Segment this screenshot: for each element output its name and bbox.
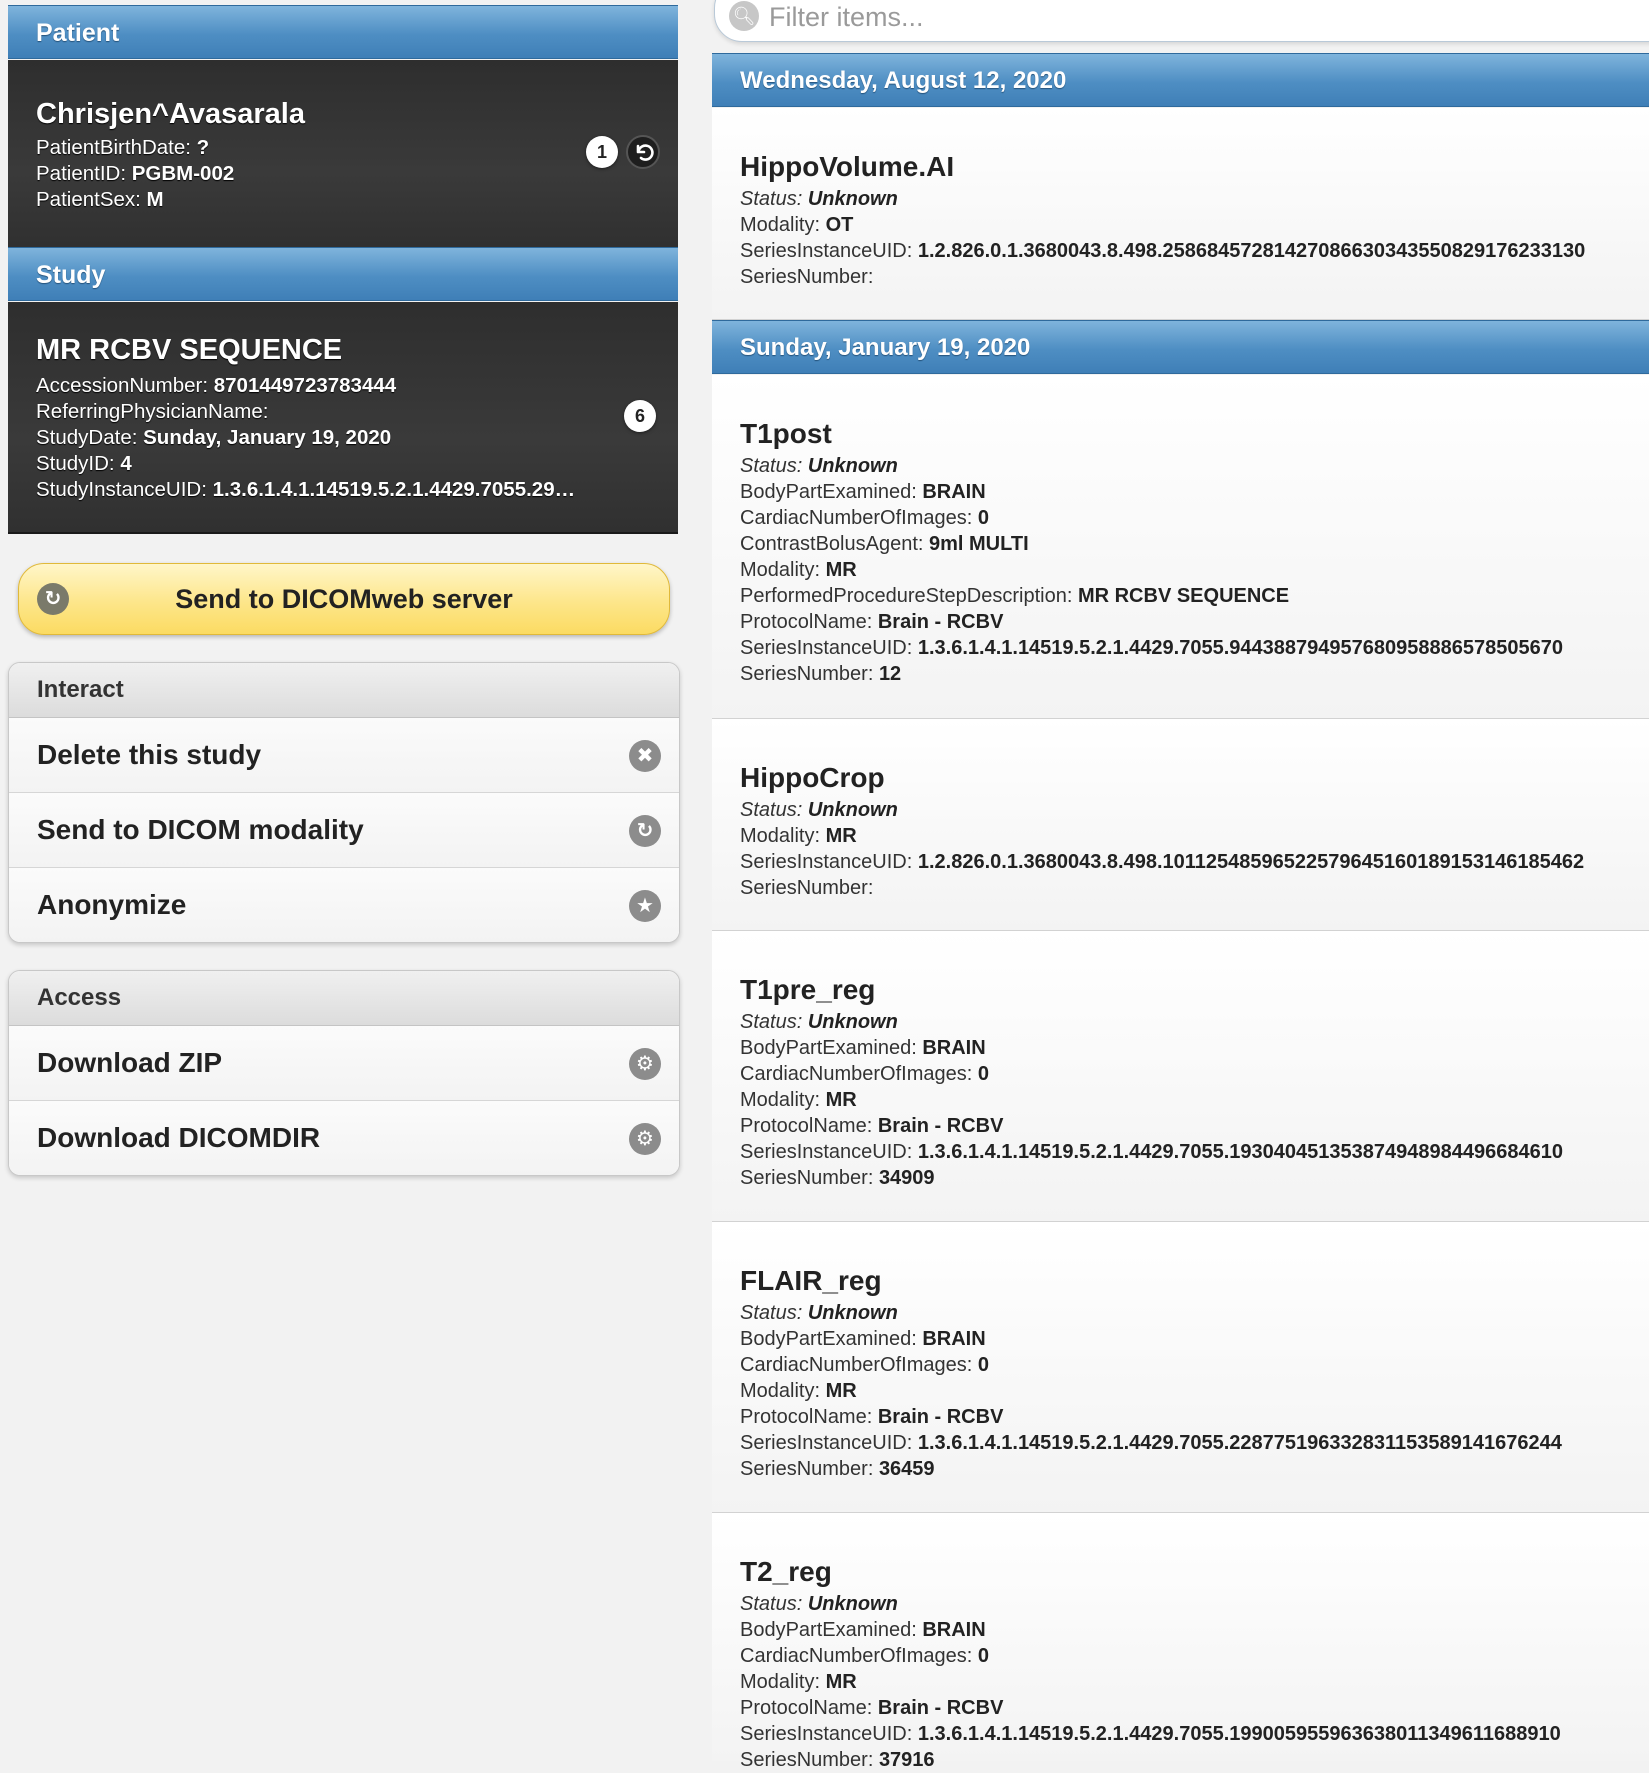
series-field (740, 1061, 1649, 1087)
field-value: MR (825, 559, 857, 581)
field-value: 1.3.6.1.4.1.14519.5.2.1.4429.7055.29… (212, 478, 576, 501)
anonymize-button[interactable] (9, 868, 679, 942)
field-label: CardiacNumberOfImages: (740, 1063, 978, 1085)
field-value: MR (825, 1380, 857, 1402)
search-icon: 🔍︎ (729, 1, 759, 31)
series-field (740, 212, 1649, 238)
series-item-t1post[interactable] (712, 375, 1649, 719)
field-label: BodyPartExamined: (740, 1619, 923, 1641)
patient-sex-row (36, 187, 678, 213)
series-field (740, 531, 1649, 557)
field-value: MR (825, 1089, 857, 1111)
series-field (740, 1695, 1649, 1721)
field-label: Modality: (740, 559, 826, 581)
field-label: SeriesInstanceUID: (740, 1141, 918, 1163)
access-header: Access (9, 971, 679, 1026)
study-date-row (36, 425, 678, 451)
series-item-t1pre-reg[interactable] (712, 931, 1649, 1222)
series-field (740, 505, 1649, 531)
field-label: Modality: (740, 1671, 826, 1693)
field-label: Modality: (740, 825, 826, 847)
series-field (740, 1747, 1649, 1773)
filter-box (714, 0, 1649, 42)
send-to-dicomweb-label: Send to DICOMweb server (175, 584, 513, 614)
patient-header: Patient (8, 5, 678, 59)
interact-group (8, 662, 680, 943)
series-title: HippoCrop (740, 762, 885, 793)
series-field (740, 635, 1649, 661)
field-label: Status: (740, 455, 808, 477)
series-field (740, 264, 1649, 290)
forward-icon: ↻ (37, 583, 69, 615)
field-label: BodyPartExamined: (740, 1037, 923, 1059)
series-status (740, 1009, 1649, 1035)
series-field (740, 661, 1649, 687)
field-value: OT (825, 214, 854, 236)
send-to-dicom-modality-button[interactable] (9, 793, 679, 868)
field-label: PatientSex: (36, 188, 147, 211)
field-value: 9ml MULTI (929, 533, 1029, 555)
field-value: BRAIN (922, 1328, 986, 1350)
field-label: Status: (740, 188, 808, 210)
series-field (740, 875, 1649, 901)
field-value: Unknown (807, 455, 898, 477)
field-label: ProtocolName: (740, 1406, 878, 1428)
study-panel[interactable] (8, 302, 678, 534)
series-status (740, 186, 1649, 212)
field-value: Unknown (807, 188, 898, 210)
field-value: ? (196, 136, 210, 159)
field-value: 1.3.6.1.4.1.14519.5.2.1.4429.7055.228775196332831153589141676244 (917, 1432, 1562, 1454)
field-label: SeriesNumber: (740, 877, 874, 899)
download-zip-label: Download ZIP (37, 1047, 223, 1078)
series-field (740, 609, 1649, 635)
field-label: SeriesInstanceUID: (740, 851, 918, 873)
download-dicomdir-button[interactable] (9, 1101, 679, 1175)
field-value: Unknown (807, 1011, 898, 1033)
accession-number-row (36, 373, 678, 399)
series-field (740, 1643, 1649, 1669)
field-value: 0 (977, 1645, 989, 1667)
field-label: SeriesNumber: (740, 266, 874, 288)
series-field (740, 1165, 1649, 1191)
field-label: CardiacNumberOfImages: (740, 1354, 978, 1376)
date-divider: Wednesday, August 12, 2020 (712, 53, 1649, 107)
series-field (740, 1113, 1649, 1139)
field-value: BRAIN (922, 1037, 986, 1059)
field-label: StudyInstanceUID: (36, 478, 213, 501)
series-status (740, 1591, 1649, 1617)
patient-birthdate-row (36, 135, 678, 161)
field-value: 8701449723783444 (213, 374, 397, 397)
patient-panel[interactable] (8, 60, 678, 247)
series-field (740, 1430, 1649, 1456)
field-value: Sunday, January 19, 2020 (143, 426, 392, 449)
field-value: 0 (977, 507, 989, 529)
patient-name: Chrisjen^Avasarala (36, 98, 305, 130)
series-field (740, 1378, 1649, 1404)
series-count-badge: 6 (624, 400, 656, 432)
series-field (740, 583, 1649, 609)
field-value: Unknown (807, 1593, 898, 1615)
series-status (740, 453, 1649, 479)
field-label: SeriesInstanceUID: (740, 240, 918, 262)
forward-icon: ↻ (629, 815, 661, 847)
field-value: M (146, 188, 164, 211)
series-field (740, 1139, 1649, 1165)
series-status (740, 797, 1649, 823)
field-label: SeriesInstanceUID: (740, 1723, 918, 1745)
series-field (740, 479, 1649, 505)
patient-id-row (36, 161, 678, 187)
field-value: 4 (120, 452, 132, 475)
gear-icon: ⚙ (629, 1123, 661, 1155)
field-value: MR (825, 825, 857, 847)
field-value: 12 (878, 663, 902, 685)
series-status (740, 1300, 1649, 1326)
field-label: SeriesInstanceUID: (740, 637, 918, 659)
series-field (740, 823, 1649, 849)
field-label: BodyPartExamined: (740, 481, 923, 503)
download-dicomdir-label: Download DICOMDIR (37, 1122, 321, 1153)
field-value: BRAIN (922, 481, 986, 503)
series-field (740, 849, 1649, 875)
field-label: Status: (740, 799, 808, 821)
field-value: 1.3.6.1.4.1.14519.5.2.1.4429.7055.193040451353874948984496684610 (917, 1141, 1563, 1163)
series-title: T2_reg (740, 1556, 832, 1587)
series-title: T1pre_reg (740, 974, 876, 1005)
field-label: SeriesInstanceUID: (740, 1432, 918, 1454)
field-value: Unknown (807, 1302, 898, 1324)
field-value: 1.3.6.1.4.1.14519.5.2.1.4429.7055.944388794957680958886578505670 (917, 637, 1563, 659)
send-to-dicomweb-button[interactable] (18, 563, 670, 635)
field-label: Status: (740, 1593, 808, 1615)
field-value: 1.2.826.0.1.3680043.8.498.25868457281427086630343550829176233130 (917, 240, 1586, 262)
field-value: Brain - RCBV (877, 1406, 1004, 1428)
series-field (740, 1669, 1649, 1695)
series-item-hippocrop[interactable] (712, 719, 1649, 931)
series-title: FLAIR_reg (740, 1265, 882, 1296)
series-field (740, 1035, 1649, 1061)
series-field (740, 1456, 1649, 1482)
series-item-hippovolume[interactable] (712, 108, 1649, 320)
filter-input[interactable] (767, 0, 1571, 35)
series-field (740, 1617, 1649, 1643)
series-field (740, 238, 1649, 264)
date-divider: Sunday, January 19, 2020 (712, 320, 1649, 374)
field-value: 36459 (878, 1458, 935, 1480)
field-label: ReferringPhysicianName: (36, 400, 269, 423)
study-title: MR RCBV SEQUENCE (36, 334, 343, 366)
field-label: Status: (740, 1302, 808, 1324)
field-label: Modality: (740, 1089, 826, 1111)
series-field (740, 1087, 1649, 1113)
series-item-flair-reg[interactable] (712, 1222, 1649, 1513)
field-label: BodyPartExamined: (740, 1328, 923, 1350)
delete-study-label: Delete this study (37, 739, 262, 770)
field-label: CardiacNumberOfImages: (740, 1645, 978, 1667)
field-label: Status: (740, 1011, 808, 1033)
anonymize-label: Anonymize (37, 889, 187, 920)
send-to-dicom-modality-label: Send to DICOM modality (37, 814, 364, 845)
field-label: CardiacNumberOfImages: (740, 507, 978, 529)
field-value: BRAIN (922, 1619, 986, 1641)
series-field (740, 1404, 1649, 1430)
field-value: 37916 (878, 1749, 935, 1771)
series-item-t2-reg[interactable] (712, 1513, 1649, 1771)
gear-icon: ⚙ (629, 1048, 661, 1080)
interact-header: Interact (9, 663, 679, 718)
field-value: Brain - RCBV (877, 1697, 1004, 1719)
delete-study-button[interactable] (9, 718, 679, 793)
field-value: MR (825, 1671, 857, 1693)
field-label: SeriesNumber: (740, 1749, 879, 1771)
field-label: SeriesNumber: (740, 1458, 879, 1480)
referring-physician-row (36, 399, 678, 425)
field-value: 34909 (878, 1167, 935, 1189)
field-label: ContrastBolusAgent: (740, 533, 929, 555)
series-title: T1post (740, 418, 832, 449)
back-icon[interactable] (626, 135, 660, 169)
field-value: Unknown (807, 799, 898, 821)
field-label: StudyID: (36, 452, 121, 475)
field-value: 1.3.6.1.4.1.14519.5.2.1.4429.7055.199005955963638011349611688910 (917, 1723, 1561, 1745)
field-value: Brain - RCBV (877, 611, 1004, 633)
field-label: PerformedProcedureStepDescription: (740, 585, 1078, 607)
field-label: ProtocolName: (740, 1115, 878, 1137)
study-header: Study (8, 247, 678, 301)
field-label: ProtocolName: (740, 1697, 878, 1719)
study-id-row (36, 451, 678, 477)
series-field (740, 1721, 1649, 1747)
field-value: Brain - RCBV (877, 1115, 1004, 1137)
study-instance-uid-row (36, 477, 678, 503)
field-label: Modality: (740, 1380, 826, 1402)
field-label: ProtocolName: (740, 611, 878, 633)
patient-count-badge: 1 (586, 136, 618, 168)
field-label: StudyDate: (36, 426, 144, 449)
field-value: MR RCBV SEQUENCE (1077, 585, 1290, 607)
series-field (740, 1326, 1649, 1352)
field-label: SeriesNumber: (740, 663, 879, 685)
access-group (8, 970, 680, 1176)
field-value: 0 (977, 1063, 989, 1085)
field-label: SeriesNumber: (740, 1167, 879, 1189)
field-value: 1.2.826.0.1.3680043.8.498.10112548596522579645160189153146185462 (917, 851, 1585, 873)
series-list (712, 0, 1649, 1771)
field-value: 0 (977, 1354, 989, 1376)
series-title: HippoVolume.AI (740, 151, 955, 182)
field-label: Modality: (740, 214, 826, 236)
download-zip-button[interactable] (9, 1026, 679, 1101)
delete-icon: ✖ (629, 740, 661, 772)
series-field (740, 557, 1649, 583)
series-field (740, 1352, 1649, 1378)
field-label: PatientBirthDate: (36, 136, 197, 159)
field-label: AccessionNumber: (36, 374, 214, 397)
star-icon: ★ (629, 890, 661, 922)
field-label: PatientID: (36, 162, 132, 185)
field-value: PGBM-002 (131, 162, 235, 185)
